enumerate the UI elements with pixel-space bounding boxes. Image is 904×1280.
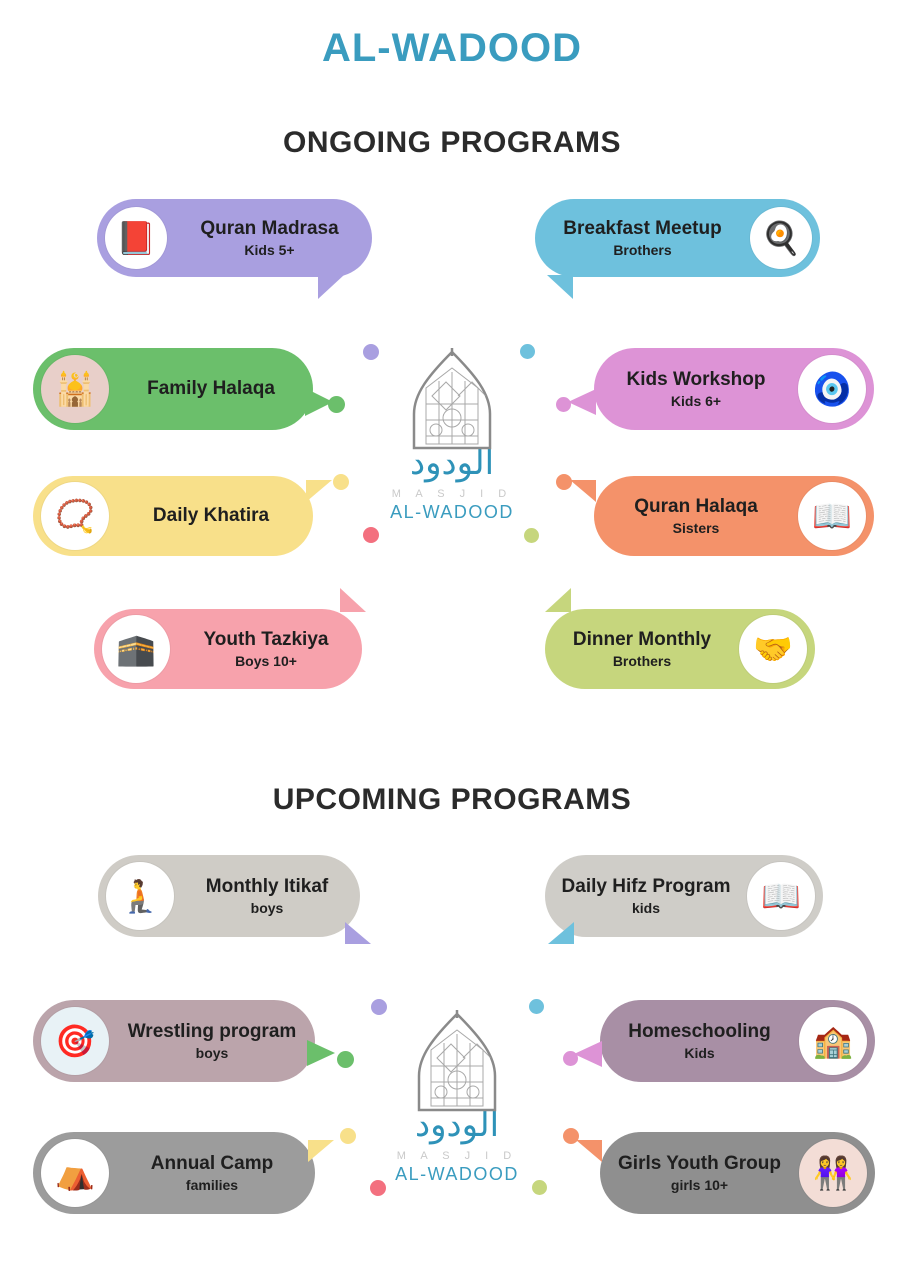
- center-logo-ongoing: [357, 348, 547, 523]
- quran-book-icon: 📕: [105, 207, 167, 269]
- quran-stand-icon: 📖: [747, 862, 815, 930]
- program-card-girls-youth-group[interactable]: [600, 1132, 875, 1214]
- logo-arabic-text: الودود: [414, 1105, 500, 1145]
- page-title: AL-WADOOD: [321, 26, 583, 70]
- target-rings-icon: 🎯: [41, 1007, 109, 1075]
- decor-dot-red: [363, 527, 379, 543]
- decor-dot-blue: [529, 999, 544, 1014]
- bubble-tail: [308, 1140, 334, 1162]
- program-title: Quran Madrasa: [200, 217, 339, 239]
- bubble-tail: [345, 922, 371, 944]
- prayer-beads-icon: 📿: [41, 482, 109, 550]
- girls-group-icon: 👭: [799, 1139, 867, 1207]
- program-subtitle: boys: [250, 899, 284, 916]
- logo-name-text: AL-WADOOD: [395, 1164, 519, 1184]
- bubble-tail: [307, 1040, 335, 1066]
- program-title: Youth Tazkiya: [203, 628, 329, 650]
- mosque-silhouette-icon: 🕌: [41, 355, 109, 423]
- program-card-wrestling[interactable]: [33, 1000, 315, 1082]
- program-title: Breakfast Meetup: [563, 217, 722, 239]
- program-title: Girls Youth Group: [618, 1152, 781, 1174]
- decor-dot-purple: [363, 344, 379, 360]
- program-card-daily-hifz[interactable]: [545, 855, 823, 937]
- praying-person-icon: 🧎: [106, 862, 174, 930]
- center-logo-upcoming: [362, 1010, 552, 1185]
- decor-dot-olive: [524, 528, 539, 543]
- bubble-tail: [305, 388, 333, 416]
- bubble-tail: [318, 275, 344, 299]
- program-card-breakfast-meetup[interactable]: [535, 199, 820, 277]
- handshake-icon: 🤝: [739, 615, 807, 683]
- decor-dot-blue: [520, 344, 535, 359]
- program-card-homeschooling[interactable]: [600, 1000, 875, 1082]
- program-card-dinner-monthly[interactable]: [545, 609, 815, 689]
- program-subtitle: Brothers: [613, 241, 672, 258]
- program-title: Wrestling program: [127, 1020, 297, 1042]
- program-card-quran-halaqa[interactable]: [594, 476, 874, 556]
- prayer-rug-icon: 🧿: [798, 355, 866, 423]
- program-title: Dinner Monthly: [572, 628, 712, 650]
- program-card-monthly-itikaf[interactable]: [98, 855, 360, 937]
- bubble-tail: [548, 922, 574, 944]
- decor-dot-red: [370, 1180, 386, 1196]
- dome-icon: [406, 348, 498, 452]
- program-title: Kids Workshop: [626, 368, 766, 390]
- program-title: Quran Halaqa: [634, 495, 758, 517]
- section-title-ongoing: ONGOING PROGRAMS: [282, 126, 621, 159]
- dome-icon: [411, 1010, 503, 1114]
- program-title: Family Halaqa: [147, 378, 275, 400]
- tent-icon: ⛺: [41, 1139, 109, 1207]
- program-card-kids-workshop[interactable]: [594, 348, 874, 430]
- program-title: Daily Hifz Program: [561, 875, 731, 897]
- bubble-tail: [568, 389, 596, 415]
- bubble-tail: [576, 1140, 602, 1162]
- logo-name-text: AL-WADOOD: [390, 502, 514, 522]
- program-card-quran-madrasa[interactable]: [97, 199, 372, 277]
- program-subtitle: girls 10+: [670, 1176, 729, 1193]
- program-title: Daily Khatira: [152, 505, 270, 527]
- decor-dot-olive: [532, 1180, 547, 1195]
- bubble-tail: [306, 480, 332, 502]
- bubble-tail: [545, 588, 571, 612]
- program-subtitle: families: [185, 1176, 239, 1193]
- breakfast-plate-icon: 🍳: [750, 207, 812, 269]
- program-title: Annual Camp: [150, 1152, 274, 1174]
- program-subtitle: Kids 6+: [670, 392, 722, 409]
- section-title-upcoming: UPCOMING PROGRAMS: [272, 783, 632, 816]
- program-card-youth-tazkiya[interactable]: [94, 609, 362, 689]
- program-subtitle: Kids: [684, 1044, 715, 1061]
- program-card-family-halaqa[interactable]: [33, 348, 313, 430]
- bubble-tail: [570, 480, 596, 502]
- bubble-tail: [340, 588, 366, 612]
- school-house-icon: 🏫: [799, 1007, 867, 1075]
- decor-dot-purple: [371, 999, 387, 1015]
- bubble-tail: [547, 275, 573, 299]
- program-subtitle: Brothers: [612, 652, 672, 669]
- decor-dot-yellow: [340, 1128, 356, 1144]
- program-subtitle: kids: [631, 899, 660, 916]
- logo-arabic-text: الودود: [409, 443, 495, 483]
- mosque-dome-icon: 🕋: [102, 615, 170, 683]
- program-subtitle: Sisters: [672, 519, 720, 536]
- bubble-tail: [574, 1041, 602, 1067]
- program-card-daily-khatira[interactable]: [33, 476, 313, 556]
- program-subtitle: boys: [195, 1044, 229, 1061]
- open-quran-icon: 📖: [798, 482, 866, 550]
- decor-dot-green: [337, 1051, 354, 1068]
- program-title: Monthly Itikaf: [205, 875, 329, 897]
- decor-dot-yellow: [333, 474, 349, 490]
- program-subtitle: Boys 10+: [235, 652, 297, 669]
- logo-masjid-text: M A S J I D: [396, 1150, 518, 1162]
- program-card-annual-camp[interactable]: [33, 1132, 315, 1214]
- logo-masjid-text: M A S J I D: [391, 488, 513, 500]
- program-subtitle: Kids 5+: [244, 241, 295, 258]
- program-title: Homeschooling: [628, 1020, 771, 1042]
